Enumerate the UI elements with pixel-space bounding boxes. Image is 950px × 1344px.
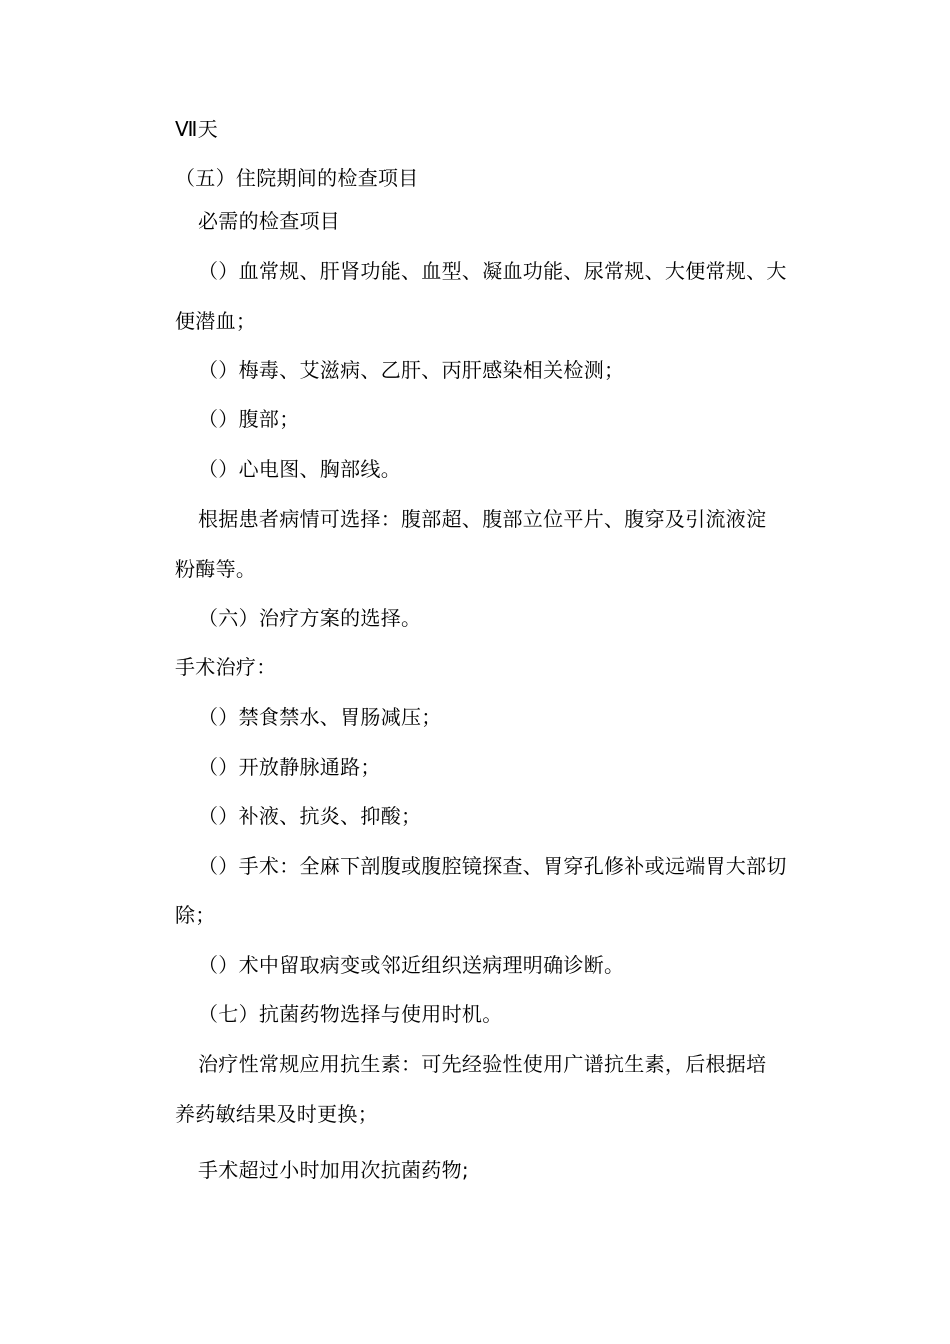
text-line: 手术超过小时加用次抗菌药物; [198, 1158, 469, 1182]
list-item: （）梅毒、艾滋病、乙肝、丙肝感染相关检测； [198, 358, 625, 382]
list-item: （）血常规、肝肾功能、血型、凝血功能、尿常规、大便常规、大 [198, 259, 787, 283]
list-item: （）心电图、胸部线。 [198, 457, 401, 481]
section-heading-5: （五）住院期间的检查项目 [175, 166, 419, 190]
text-line-days: Ⅶ天 [175, 117, 218, 141]
text-line-continuation: 粉酶等。 [175, 557, 257, 581]
section-heading-7: （七）抗菌药物选择与使用时机。 [198, 1002, 503, 1026]
list-item: （）禁食禁水、胃肠减压； [198, 705, 442, 729]
section-heading-6: （六）治疗方案的选择。 [198, 606, 422, 630]
text-line: 治疗性常规应用抗生素：可先经验性使用广谱抗生素，后根据培 [198, 1052, 767, 1076]
text-line-continuation: 便潜血； [175, 309, 257, 333]
list-item: （）补液、抗炎、抑酸； [198, 804, 422, 828]
text-line: 根据患者病情可选择：腹部超、腹部立位平片、腹穿及引流液淀 [198, 507, 767, 531]
list-item: （）术中留取病变或邻近组织送病理明确诊断。 [198, 953, 625, 977]
text-line-continuation: 养药敏结果及时更换； [175, 1102, 378, 1126]
list-item: （）手术：全麻下剖腹或腹腔镜探查、胃穿孔修补或远端胃大部切 [198, 854, 787, 878]
list-item: （）腹部； [198, 407, 300, 431]
text-line-continuation: 除； [175, 903, 216, 927]
text-line: 手术治疗： [175, 655, 277, 679]
text-line: 必需的检查项目 [198, 209, 341, 233]
list-item: （）开放静脉通路； [198, 755, 381, 779]
